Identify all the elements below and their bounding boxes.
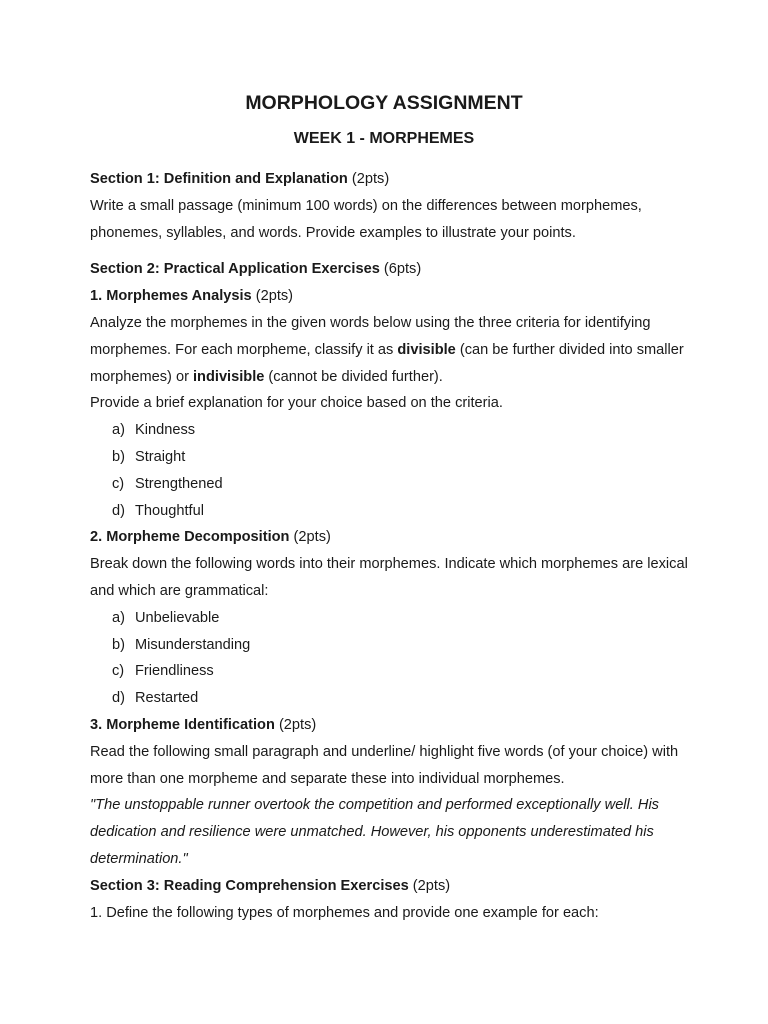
section-3-text: 1. Define the following types of morphemes and provide one example for each: bbox=[90, 904, 599, 921]
list-marker: a) bbox=[112, 422, 125, 439]
list-word: Strengthened bbox=[135, 475, 223, 492]
exercise-2-word-list bbox=[90, 605, 690, 712]
exercise-2-heading bbox=[90, 524, 690, 551]
exercise-2-points: (2pts) bbox=[293, 529, 331, 546]
list-marker: d) bbox=[112, 690, 125, 707]
list-marker: a) bbox=[112, 609, 125, 626]
list-item bbox=[90, 471, 690, 498]
list-word: Straight bbox=[135, 448, 186, 465]
list-word: Unbelievable bbox=[135, 609, 220, 626]
list-item bbox=[90, 658, 690, 685]
list-word: Thoughtful bbox=[135, 502, 204, 519]
section-1-points: (2pts) bbox=[351, 171, 390, 187]
document-title: MORPHOLOGY ASSIGNMENT bbox=[245, 92, 523, 114]
exercise-1-heading bbox=[90, 283, 690, 310]
section-3-points: (2pts) bbox=[412, 877, 451, 894]
list-marker: d) bbox=[112, 502, 125, 519]
section-1-text: Write a small passage (minimum 100 words) on the differences between morphemes, phonemes, syllables, and words. Provide examples to illustrate your points. bbox=[90, 197, 642, 241]
term-indivisible: indivisible bbox=[193, 368, 265, 385]
section-2-points: (6pts) bbox=[383, 261, 422, 278]
exercise-1-text-part: (cannot be divided further). bbox=[264, 368, 443, 385]
section-1-title: Section 1: Definition and Explanation bbox=[90, 171, 348, 187]
document-body bbox=[90, 166, 690, 926]
list-item bbox=[90, 498, 690, 525]
exercise-1-text-part: (can be further divided into smaller morphemes) or bbox=[90, 341, 684, 385]
list-word: Restarted bbox=[135, 690, 199, 707]
exercise-1-points: (2pts) bbox=[255, 288, 294, 305]
exercise-1-text-part: Analyze the morphemes in the given words below using the three criteria for identifying morphemes. For each morpheme, classify it as bbox=[90, 314, 651, 358]
exercise-1-instruction: Provide a brief explanation for your choice based on the criteria. bbox=[90, 395, 503, 412]
exercise-3-text: Read the following small paragraph and underline/ highlight five words (of your choice) with more than one morpheme and separate these into individual morphemes. bbox=[90, 743, 679, 787]
list-item bbox=[90, 605, 690, 632]
list-item bbox=[90, 444, 690, 471]
term-divisible: divisible bbox=[397, 341, 456, 358]
exercise-2-title: 2. Morpheme Decomposition bbox=[90, 529, 290, 546]
exercise-3-points: (2pts) bbox=[278, 716, 317, 733]
list-marker: b) bbox=[112, 448, 125, 465]
list-marker: c) bbox=[112, 475, 125, 492]
exercise-2-text: Break down the following words into their morphemes. Indicate which morphemes are lexical and which are grammatical: bbox=[90, 556, 688, 599]
section-1-heading bbox=[90, 166, 690, 193]
exercise-1-title: 1. Morphemes Analysis bbox=[90, 288, 252, 305]
list-item bbox=[90, 417, 690, 444]
section-3-title: Section 3: Reading Comprehension Exercises bbox=[90, 877, 409, 894]
list-word: Kindness bbox=[135, 422, 196, 439]
list-item bbox=[90, 685, 690, 712]
list-marker: b) bbox=[112, 636, 125, 653]
list-marker: c) bbox=[112, 663, 125, 680]
section-2-title: Section 2: Practical Application Exercises bbox=[90, 261, 380, 278]
list-item bbox=[90, 632, 690, 659]
exercise-3-heading bbox=[90, 712, 690, 739]
exercise-3-title: 3. Morpheme Identification bbox=[90, 716, 275, 733]
list-word: Friendliness bbox=[135, 663, 214, 680]
exercise-1-word-list bbox=[90, 417, 690, 524]
exercise-3-quote: "The unstoppable runner overtook the competition and performed exceptionally well. His dedication and resilience were unmatched. However, his opponents underestimated his determination." bbox=[90, 797, 659, 867]
section-3-heading bbox=[90, 873, 690, 900]
list-word: Misunderstanding bbox=[135, 636, 251, 653]
document-subtitle: WEEK 1 - MORPHEMES bbox=[293, 130, 475, 147]
exercise-1-text bbox=[90, 310, 690, 390]
section-2-heading bbox=[90, 256, 690, 283]
